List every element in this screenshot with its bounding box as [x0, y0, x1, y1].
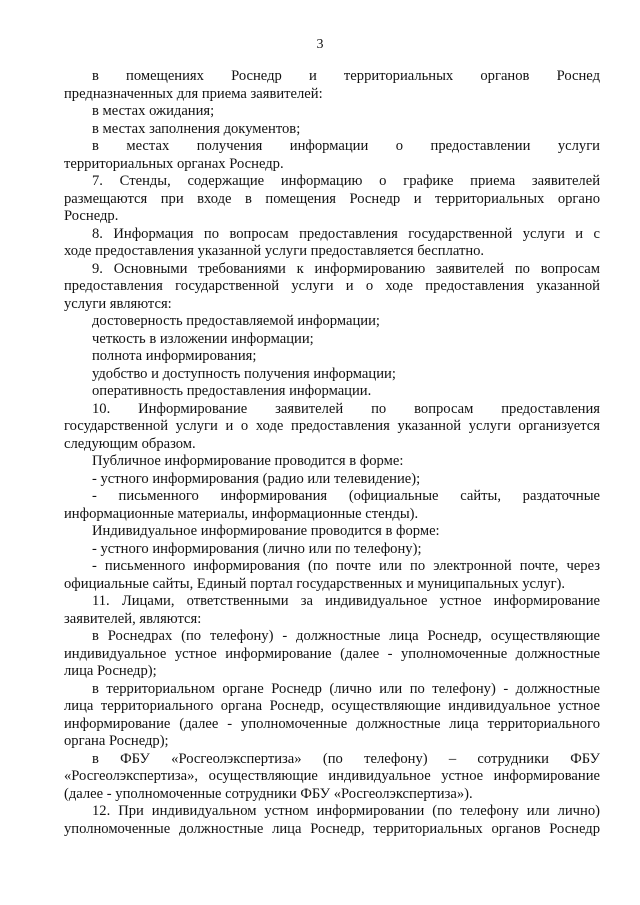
- text-line: 9. Основными требованиями к информированию заявителей по вопросам: [92, 260, 600, 277]
- text-line: услуги являются:: [64, 295, 172, 312]
- text-line: в местах получения информации о предоставлении услуги: [92, 138, 600, 154]
- text-line: достоверность предоставляемой информации;: [92, 313, 380, 329]
- text-line: удобство и доступность получения информации;: [92, 365, 396, 382]
- text-line: - устного информирования (лично или по телефону);: [92, 540, 422, 557]
- text-line: в помещениях Роснедр и территориальных органов Роснед: [92, 68, 600, 84]
- text-line: индивидуальное устное информирование (далее - уполномоченные должностные: [64, 645, 600, 662]
- document-body: [64, 68, 600, 838]
- text-line: заявителей, являются:: [64, 610, 202, 627]
- text-line: в ФБУ «Росгеолэкспертиза» (по телефону) – сотрудники ФБУ: [92, 750, 600, 767]
- text-line: «Росгеолэкспертиза», осуществляющие индивидуальное устное информирование: [64, 768, 600, 784]
- text-line: - письменного информирования (по почте или по электронной почте, через: [92, 558, 600, 574]
- text-line: территориальных органах Роснедр.: [64, 155, 284, 172]
- text-line: 11. Лицами, ответственными за индивидуальное устное информирование: [92, 593, 600, 609]
- text-line: - устного информирования (радио или телевидение);: [92, 470, 421, 487]
- text-line: 8. Информация по вопросам предоставления государственной услуги и с: [92, 225, 600, 242]
- text-line: размещаются при входе в помещения Роснедр и территориальных органо: [64, 190, 600, 207]
- text-line: в территориальном органе Роснедр (лично или по телефону) - должностные: [92, 680, 600, 697]
- text-line: (далее - уполномоченные сотрудники ФБУ «Росгеолэкспертиза»).: [64, 785, 473, 802]
- text-line: предназначенных для приема заявителей:: [64, 85, 323, 102]
- text-line: ходе предоставления указанной услуги предоставляется бесплатно.: [64, 243, 485, 259]
- text-line: информационные материалы, информационные стенды).: [64, 505, 419, 522]
- text-line: Роснедр.: [64, 208, 119, 224]
- text-line: государственной услуги и о ходе предоставления указанной услуги организуется: [64, 418, 600, 434]
- page-number: 3: [316, 37, 324, 52]
- text-line: 7. Стенды, содержащие информацию о графике приема заявителей: [92, 173, 600, 189]
- text-line: в Роснедрах (по телефону) - должностные лица Роснедр, осуществляющие: [92, 628, 600, 644]
- text-line: в местах ожидания;: [92, 103, 215, 119]
- text-line: 12. При индивидуальном устном информировании (по телефону или лично): [92, 803, 600, 819]
- text-line: четкость в изложении информации;: [92, 330, 314, 347]
- text-line: лица Роснедр);: [64, 663, 157, 679]
- text-line: информирование (далее - уполномоченные должностные лица территориального: [64, 715, 600, 732]
- text-line: предоставления государственной услуги и о ходе предоставления указанной: [64, 278, 600, 294]
- text-line: 10. Информирование заявителей по вопросам предоставления: [92, 400, 600, 417]
- text-line: Публичное информирование проводится в форме:: [92, 453, 404, 469]
- text-line: оперативность предоставления информации.: [92, 383, 372, 399]
- text-line: следующим образом.: [64, 435, 196, 452]
- text-line: полнота информирования;: [92, 348, 257, 364]
- text-line: - письменного информирования (официальные сайты, раздаточные: [92, 488, 600, 504]
- text-line: Индивидуальное информирование проводится в форме:: [92, 523, 440, 539]
- text-line: органа Роснедр);: [64, 733, 169, 749]
- text-line: в местах заполнения документов;: [92, 120, 301, 137]
- text-line: лица территориального органа Роснедр, осуществляющие индивидуальное устное: [64, 698, 600, 714]
- text-line: уполномоченные должностные лица Роснедр, территориальных органов Роснедр: [64, 820, 600, 837]
- text-line: официальные сайты, Единый портал государственных и муниципальных услуг).: [64, 575, 566, 592]
